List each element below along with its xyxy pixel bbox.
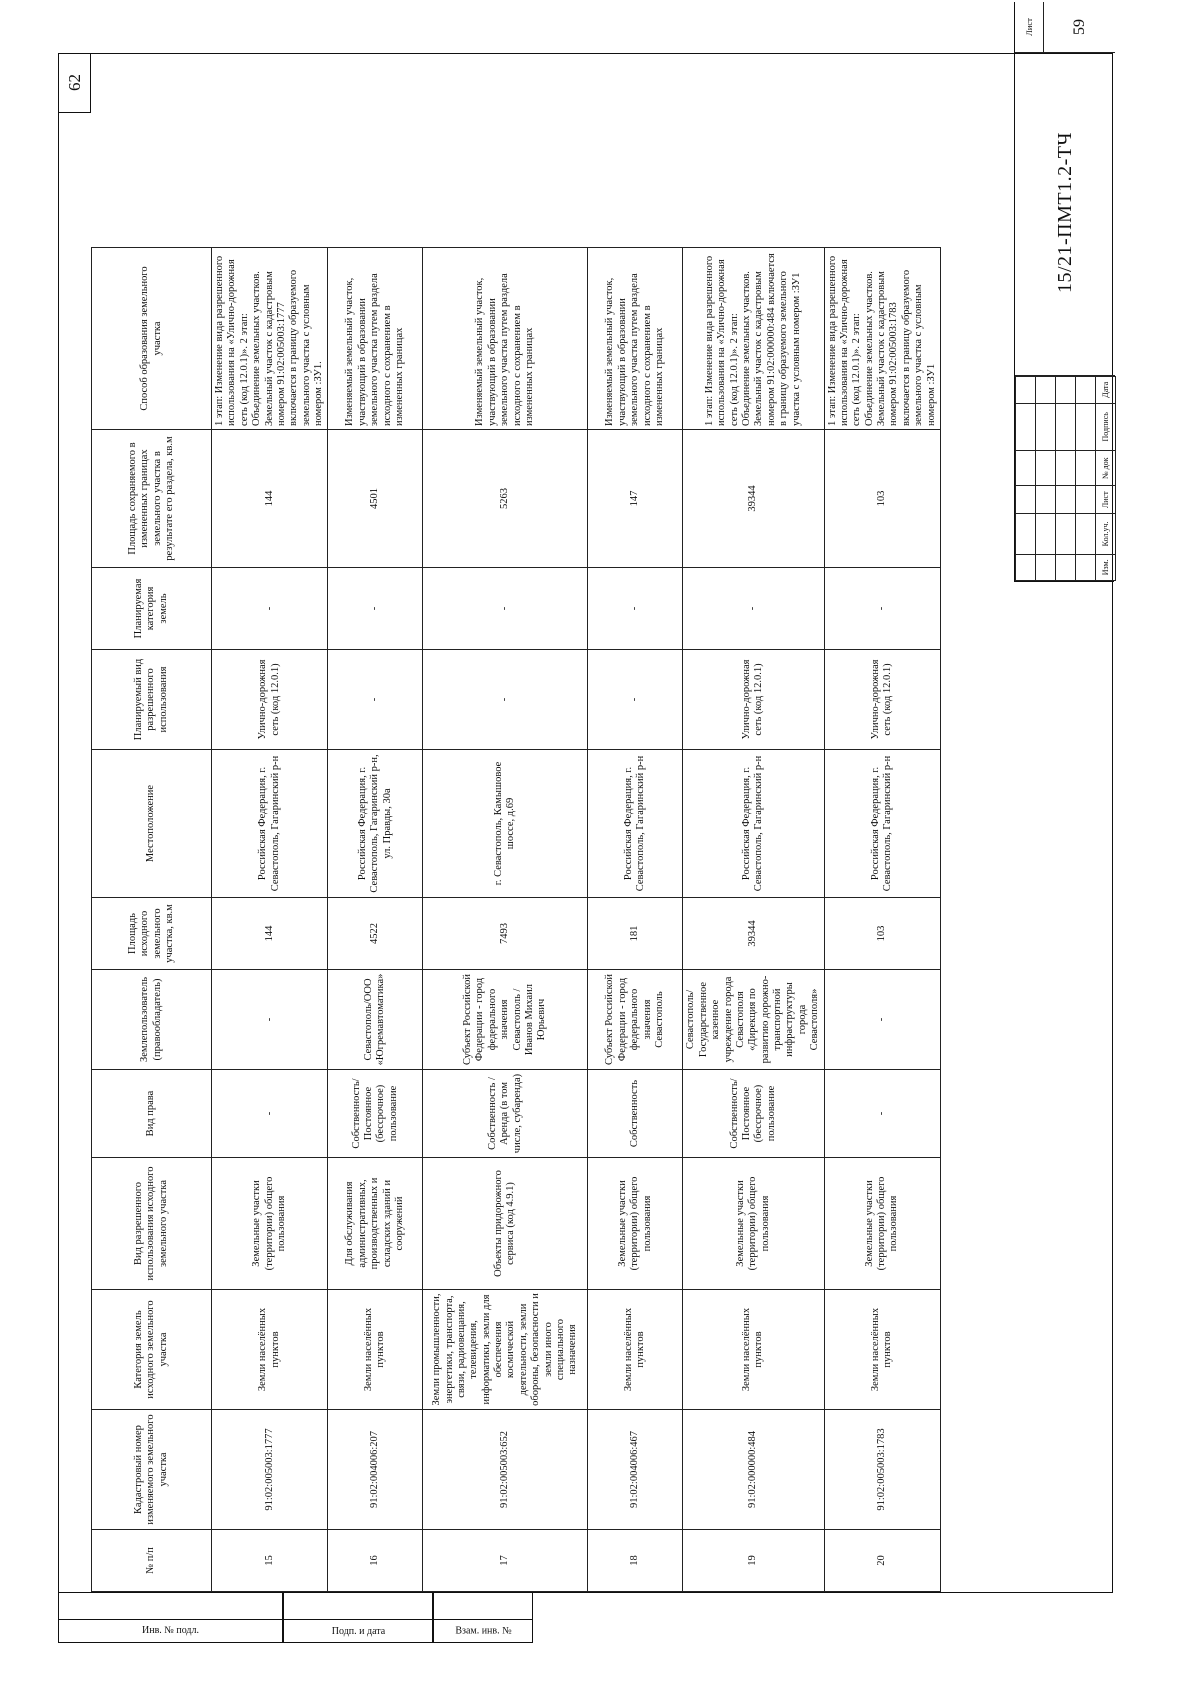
cell-src-area: 181 bbox=[588, 898, 683, 970]
tb-col-koluch: Кол.уч. bbox=[1096, 514, 1116, 554]
cell-owner: Субъект Российской Федерации - город федерального значения Севастополь bbox=[588, 970, 683, 1070]
cell-use-type: Объекты придорожного сервиса (код 4.9.1) bbox=[423, 1158, 588, 1290]
tb-col-podpis: Подпись bbox=[1096, 403, 1116, 451]
table-frame bbox=[58, 18, 1113, 1593]
table-row bbox=[824, 248, 940, 1592]
cell-planned-use: - bbox=[423, 650, 588, 750]
side-stamp-strips bbox=[58, 1593, 1113, 1643]
strip-inv-no bbox=[58, 1593, 283, 1643]
cell-kept-area: 4501 bbox=[328, 430, 423, 568]
cell-src-area: 39344 bbox=[683, 898, 824, 970]
land-plots-table bbox=[91, 247, 941, 1592]
cell-owner: - bbox=[212, 970, 328, 1070]
cell-right-type: Собственность/ Постоянное (бессрочное) пользование bbox=[683, 1070, 824, 1158]
tb-col-ndok: № док bbox=[1096, 451, 1116, 486]
cell-num: 16 bbox=[328, 1530, 423, 1592]
cell-planned-category: - bbox=[423, 568, 588, 650]
cell-planned-category: - bbox=[588, 568, 683, 650]
cell-category: Земли населённых пунктов bbox=[683, 1290, 824, 1410]
cell-num: 17 bbox=[423, 1530, 588, 1592]
cell-right-type: Собственность/ Постоянное (бессрочное) пользование bbox=[328, 1070, 423, 1158]
table-row bbox=[328, 248, 423, 1592]
strip-replace-inv bbox=[433, 1593, 533, 1643]
cell-right-type: Собственность / Аренда (в том числе, субаренда) bbox=[423, 1070, 588, 1158]
sheet-number-box bbox=[1015, 2, 1115, 53]
col-header-num: № п/п bbox=[92, 1530, 212, 1592]
cell-kept-area: 147 bbox=[588, 430, 683, 568]
cell-owner: - bbox=[824, 970, 940, 1070]
cell-location: Российская Федерация, г. Севастополь, Гагаринский р-н, ул. Правды, 30а bbox=[328, 750, 423, 898]
table-row bbox=[423, 248, 588, 1592]
sheet-label: Лист bbox=[1015, 2, 1044, 52]
cell-right-type: - bbox=[824, 1070, 940, 1158]
cell-planned-category: - bbox=[683, 568, 824, 650]
col-header-owner: Землепользователь (правообладатель) bbox=[92, 970, 212, 1070]
document-code: 15/21-ПМТ1.2-ТЧ bbox=[1015, 50, 1115, 376]
cell-kept-area: 5263 bbox=[423, 430, 588, 568]
cell-cadastral: 91:02:004006:207 bbox=[328, 1410, 423, 1530]
table-row bbox=[683, 248, 824, 1592]
cell-category: Земли населённых пунктов bbox=[588, 1290, 683, 1410]
cell-use-type: Земельные участки (территории) общего пользования bbox=[824, 1158, 940, 1290]
cell-owner: Севастополь/ООО «Югремавтоматика» bbox=[328, 970, 423, 1070]
cell-method: 1 этап: Изменение вида разрешенного использования на «Улично-дорожная сеть (код 12.0.1)». 2 этап: Объединение земельных участков. Земельный участок с кадастровым номером 91:02:005003:1783 включается в границу образуемого земельного участка с условным номером :ЗУ1 bbox=[824, 248, 940, 430]
cell-cadastral: 91:02:005003:1783 bbox=[824, 1410, 940, 1530]
col-header-planned-use: Планируемый вид разрешенного использования bbox=[92, 650, 212, 750]
col-header-kept-area: Площадь сохраняемого в измененных границах земельного участка в результате его раздела, кв.м bbox=[92, 430, 212, 568]
cell-planned-use: Улично-дорожная сеть (код 12.0.1) bbox=[212, 650, 328, 750]
page-number: 62 bbox=[59, 53, 91, 113]
cell-use-type: Земельные участки (территории) общего пользования bbox=[212, 1158, 328, 1290]
cell-planned-use: - bbox=[588, 650, 683, 750]
col-header-planned-category: Планируемая категория земель bbox=[92, 568, 212, 650]
cell-owner: Севастополь/ Государственное казенное учреждение города Севастополя «Дирекция по развитию дорожно-транспортной инфраструктуры города Севастополя» bbox=[683, 970, 824, 1070]
cell-method: 1 этап: Изменение вида разрешенного использования на «Улично-дорожная сеть (код 12.0.1)». 2 этап: Объединение земельных участков. Земельный участок с кадастровым номером 91:02:000000:484 включается в границу образуемого земельного участка с условным номером :ЗУ1 bbox=[683, 248, 824, 430]
label-replace-inv: Взам. инв. № bbox=[454, 1625, 512, 1637]
cell-num: 20 bbox=[824, 1530, 940, 1592]
cell-right-type: - bbox=[212, 1070, 328, 1158]
col-header-cadastral: Кадастровый номер изменяемого земельного участка bbox=[92, 1410, 212, 1530]
rotated-sheet bbox=[58, 18, 1113, 1643]
cell-kept-area: 144 bbox=[212, 430, 328, 568]
cell-method: Изменяемый земельный участок, участвующий в образовании земельного участка путем раздела исходного с сохранением в измененных границах bbox=[588, 248, 683, 430]
table-body bbox=[212, 248, 941, 1592]
col-header-right-type: Вид права bbox=[92, 1070, 212, 1158]
title-block-grid bbox=[1015, 376, 1116, 581]
cell-right-type: Собственность bbox=[588, 1070, 683, 1158]
cell-category: Земли промышленности, энергетики, транспорта, связи, радиовещания, телевидения, информатики, земли для обеспечения космической деятельности, земли обороны, безопасности и земли иного специального назначения bbox=[423, 1290, 588, 1410]
cell-kept-area: 39344 bbox=[683, 430, 824, 568]
cell-method: Изменяемый земельный участок, участвующий в образовании земельного участка путем раздела исходного с сохранением в измененных границах bbox=[328, 248, 423, 430]
cell-cadastral: 91:02:005003:1777 bbox=[212, 1410, 328, 1530]
cell-location: Российская Федерация, г. Севастополь, Гагаринский р-н bbox=[212, 750, 328, 898]
cell-owner: Субъект Российской Федерации - город федерального значения Севастополь / Иванов Михаил Юрьевич bbox=[423, 970, 588, 1070]
cell-planned-use: - bbox=[328, 650, 423, 750]
cell-method: Изменяемый земельный участок, участвующий в образовании земельного участка путем раздела исходного с сохранением в измененных границах bbox=[423, 248, 588, 430]
cell-location: Российская Федерация, г. Севастополь, Гагаринский р-н bbox=[824, 750, 940, 898]
table-row bbox=[212, 248, 328, 1592]
tb-col-list: Лист bbox=[1096, 486, 1116, 514]
col-header-src-area: Площадь исходного земельного участка, кв.м bbox=[92, 898, 212, 970]
cell-planned-use: Улично-дорожная сеть (код 12.0.1) bbox=[824, 650, 940, 750]
col-header-method: Способ образования земельного участка bbox=[92, 248, 212, 430]
strip-sign-date bbox=[283, 1593, 433, 1643]
cell-planned-category: - bbox=[212, 568, 328, 650]
cell-planned-use: Улично-дорожная сеть (код 12.0.1) bbox=[683, 650, 824, 750]
cell-category: Земли населённых пунктов bbox=[328, 1290, 423, 1410]
cell-cadastral: 91:02:000000:484 bbox=[683, 1410, 824, 1530]
tb-col-data: Дата bbox=[1096, 377, 1116, 404]
col-header-use-type: Вид разрешенного использования исходного земельного участка bbox=[92, 1158, 212, 1290]
cell-num: 18 bbox=[588, 1530, 683, 1592]
cell-category: Земли населённых пунктов bbox=[824, 1290, 940, 1410]
col-header-location: Местоположение bbox=[92, 750, 212, 898]
label-inv-no: Инв. № подл. bbox=[142, 1625, 199, 1637]
cell-planned-category: - bbox=[824, 568, 940, 650]
title-block bbox=[1014, 2, 1114, 582]
cell-use-type: Земельные участки (территории) общего пользования bbox=[588, 1158, 683, 1290]
cell-src-area: 4522 bbox=[328, 898, 423, 970]
cell-src-area: 144 bbox=[212, 898, 328, 970]
cell-use-type: Для обслуживания административных, производственных и складских зданий и сооружений bbox=[328, 1158, 423, 1290]
cell-cadastral: 91:02:005003:652 bbox=[423, 1410, 588, 1530]
cell-num: 19 bbox=[683, 1530, 824, 1592]
cell-location: Российская Федерация, г. Севастополь, Гагаринский р-н bbox=[683, 750, 824, 898]
cell-location: г. Севастополь, Камышовое шоссе, д.69 bbox=[423, 750, 588, 898]
cell-use-type: Земельные участки (территории) общего пользования bbox=[683, 1158, 824, 1290]
sheet-number: 59 bbox=[1071, 19, 1088, 35]
cell-location: Российская Федерация, г. Севастополь, Гагаринский р-н bbox=[588, 750, 683, 898]
label-sign-date: Подп. и дата bbox=[331, 1625, 385, 1637]
table-header-row bbox=[92, 248, 212, 1592]
tb-col-izm: Изм. bbox=[1096, 554, 1116, 580]
cell-src-area: 103 bbox=[824, 898, 940, 970]
cell-category: Земли населённых пунктов bbox=[212, 1290, 328, 1410]
col-header-category: Категория земель исходного земельного участка bbox=[92, 1290, 212, 1410]
cell-src-area: 7493 bbox=[423, 898, 588, 970]
cell-num: 15 bbox=[212, 1530, 328, 1592]
cell-kept-area: 103 bbox=[824, 430, 940, 568]
table-row bbox=[588, 248, 683, 1592]
cell-method: 1 этап: Изменение вида разрешенного использования на «Улично-дорожная сеть (код 12.0.1)». 2 этап: Объединение земельных участков. Земельный участок с кадастровым номером 91:02:005003:1777 включается в границу образуемого земельного участка с условным номером :ЗУ1. bbox=[212, 248, 328, 430]
cell-planned-category: - bbox=[328, 568, 423, 650]
cell-cadastral: 91:02:004006:467 bbox=[588, 1410, 683, 1530]
